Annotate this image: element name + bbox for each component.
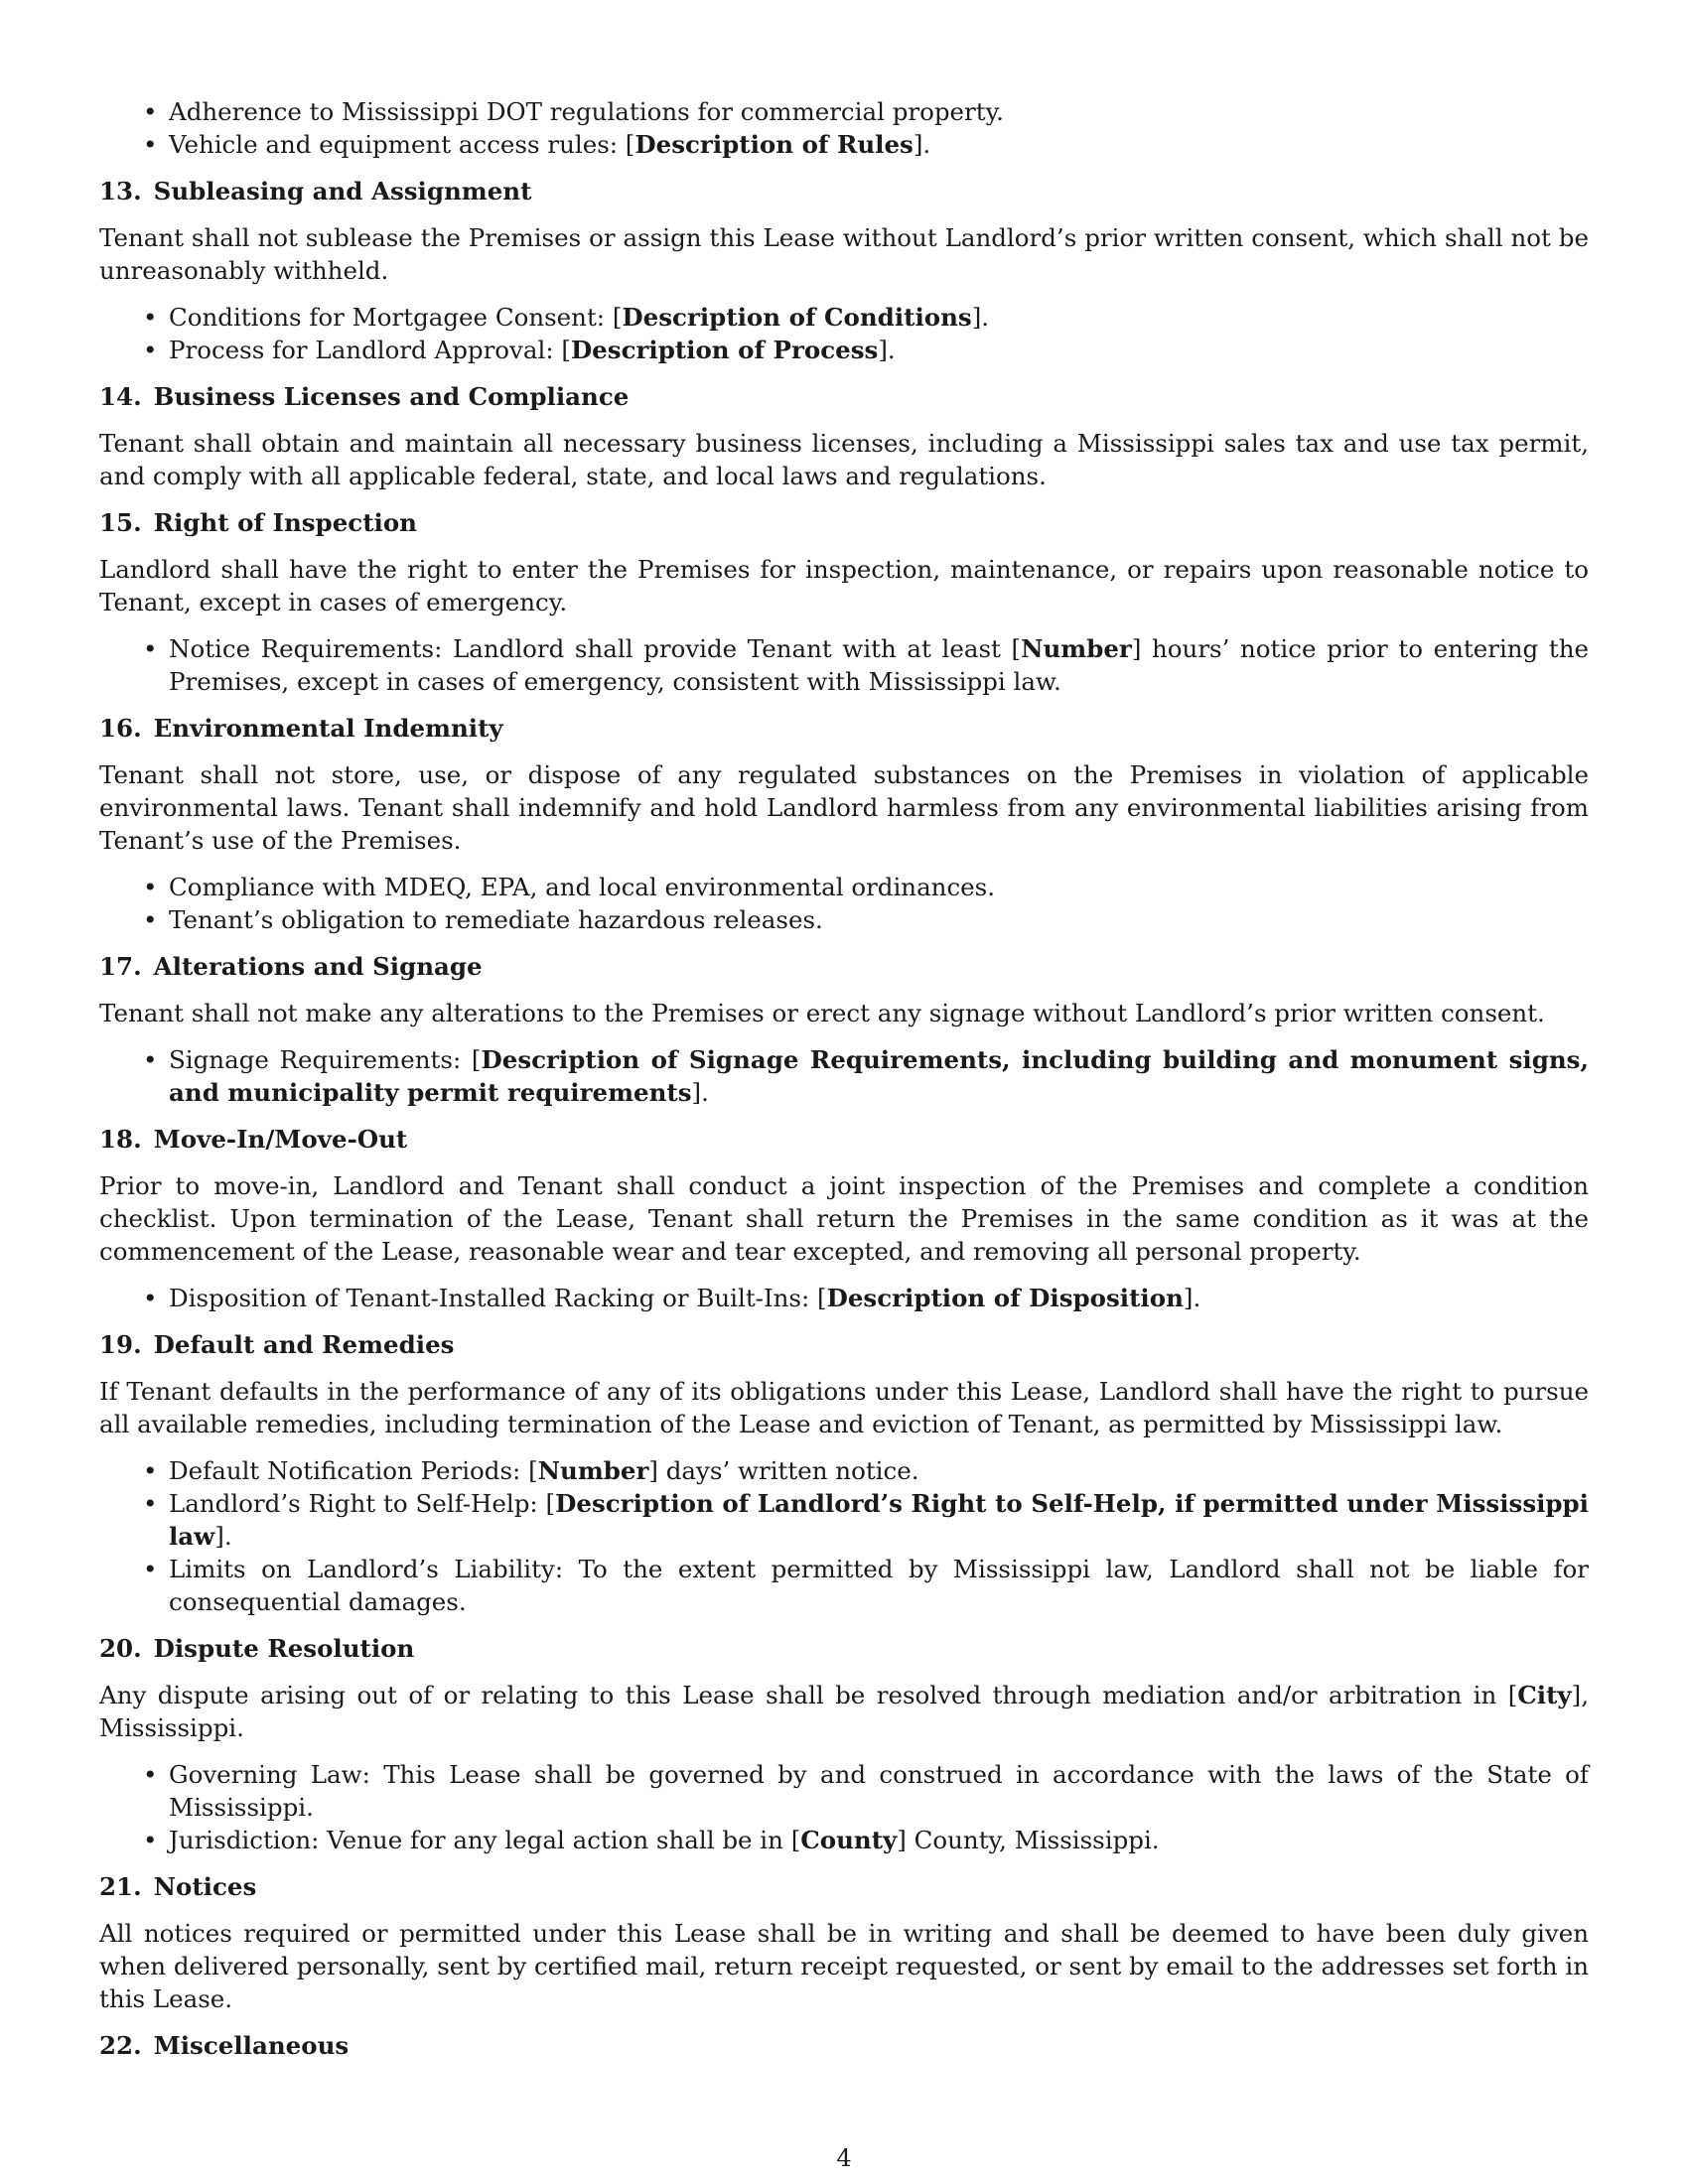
list-item: • Adherence to Mississippi DOT regulations for commercial property.	[169, 95, 1589, 128]
section-bullet-list	[99, 1043, 1589, 1109]
section-bullet-list	[99, 632, 1589, 698]
section-bullet-list	[99, 1758, 1589, 1856]
section-heading: 16. Environmental Indemnity	[99, 714, 503, 743]
list-item: • Process for Landlord Approval: [Description of Process].	[169, 334, 1589, 366]
list-item: • Notice Requirements: Landlord shall provide Tenant with at least [Number] hours’ notice prior to entering the Premises, except in cases of emergency, consistent with Mississippi law.	[169, 632, 1589, 698]
section-heading: 21. Notices	[99, 1872, 257, 1901]
section-heading: 14. Business Licenses and Compliance	[99, 382, 630, 411]
list-item: • Governing Law: This Lease shall be governed by and construed in accordance with the laws of the State of Mississippi.	[169, 1758, 1589, 1824]
section-paragraph: Any dispute arising out of or relating to this Lease shall be resolved through mediation and/or arbitration in [City], Mississippi.	[99, 1681, 1589, 1742]
section-heading: 18. Move-In/Move-Out	[99, 1125, 408, 1154]
section-paragraph: If Tenant defaults in the performance of any of its obligations under this Lease, Landlord shall have the right to pursue all available remedies, including termination of the Lease and eviction of Tenant, as permitted by Mississippi law.	[99, 1377, 1589, 1438]
section-heading: 17. Alterations and Signage	[99, 952, 483, 981]
list-item: • Tenant’s obligation to remediate hazardous releases.	[169, 903, 1589, 936]
section-paragraph: Tenant shall not make any alterations to the Premises or erect any signage without Landlord’s prior written consent.	[99, 999, 1545, 1027]
section-paragraph: Tenant shall obtain and maintain all necessary business licenses, including a Mississippi sales tax and use tax permit, and comply with all applicable federal, state, and local laws and regulations.	[99, 429, 1589, 490]
list-item: • Limits on Landlord’s Liability: To the extent permitted by Mississippi law, Landlord shall not be liable for consequential damages.	[169, 1553, 1589, 1618]
section-heading: 15. Right of Inspection	[99, 508, 417, 537]
section-bullet-list	[99, 871, 1589, 936]
page-number: 4	[836, 2144, 852, 2172]
section-heading: 22. Miscellaneous	[99, 2031, 350, 2060]
section-heading: 19. Default and Remedies	[99, 1330, 455, 1359]
list-item: • Vehicle and equipment access rules: [Description of Rules].	[169, 128, 1589, 161]
top-bullet-list	[99, 95, 1589, 161]
list-item: • Disposition of Tenant-Installed Racking or Built-Ins: [Description of Disposition].	[169, 1282, 1589, 1314]
list-item: • Default Notification Periods: [Number] days’ written notice.	[169, 1454, 1589, 1487]
section-bullet-list	[99, 301, 1589, 366]
section-heading: 20. Dispute Resolution	[99, 1634, 415, 1663]
section-bullet-list	[99, 1454, 1589, 1618]
section-bullet-list	[99, 1282, 1589, 1314]
list-item: • Conditions for Mortgagee Consent: [Description of Conditions].	[169, 301, 1589, 334]
section-paragraph: Tenant shall not store, use, or dispose of any regulated substances on the Premises in violation of applicable environmental laws. Tenant shall indemnify and hold Landlord harmless from any environmental liabilities arising from Tenant’s use of the Premises.	[99, 760, 1589, 855]
section-heading: 13. Subleasing and Assignment	[99, 177, 532, 205]
list-item: • Jurisdiction: Venue for any legal action shall be in [County] County, Mississippi.	[169, 1824, 1589, 1856]
list-item: • Landlord’s Right to Self-Help: [Description of Landlord’s Right to Self-Help, if permitted under Mississippi law].	[169, 1487, 1589, 1553]
section-paragraph: All notices required or permitted under this Lease shall be in writing and shall be deemed to have been duly given when delivered personally, sent by certified mail, return receipt requested, or sent by email to the addresses set forth in this Lease.	[99, 1919, 1589, 2013]
section-paragraph: Prior to move-in, Landlord and Tenant shall conduct a joint inspection of the Premises and complete a condition checklist. Upon termination of the Lease, Tenant shall return the Premises in the same condition as it was at the commencement of the Lease, reasonable wear and tear excepted, and removing all personal property.	[99, 1171, 1589, 1266]
list-item: • Signage Requirements: [Description of Signage Requirements, including building and monument signs, and municipality permit requirements].	[169, 1043, 1589, 1109]
section-paragraph: Tenant shall not sublease the Premises or assign this Lease without Landlord’s prior written consent, which shall not be unreasonably withheld.	[99, 223, 1589, 285]
section-paragraph: Landlord shall have the right to enter the Premises for inspection, maintenance, or repairs upon reasonable notice to Tenant, except in cases of emergency.	[99, 555, 1589, 616]
list-item: • Compliance with MDEQ, EPA, and local environmental ordinances.	[169, 871, 1589, 903]
